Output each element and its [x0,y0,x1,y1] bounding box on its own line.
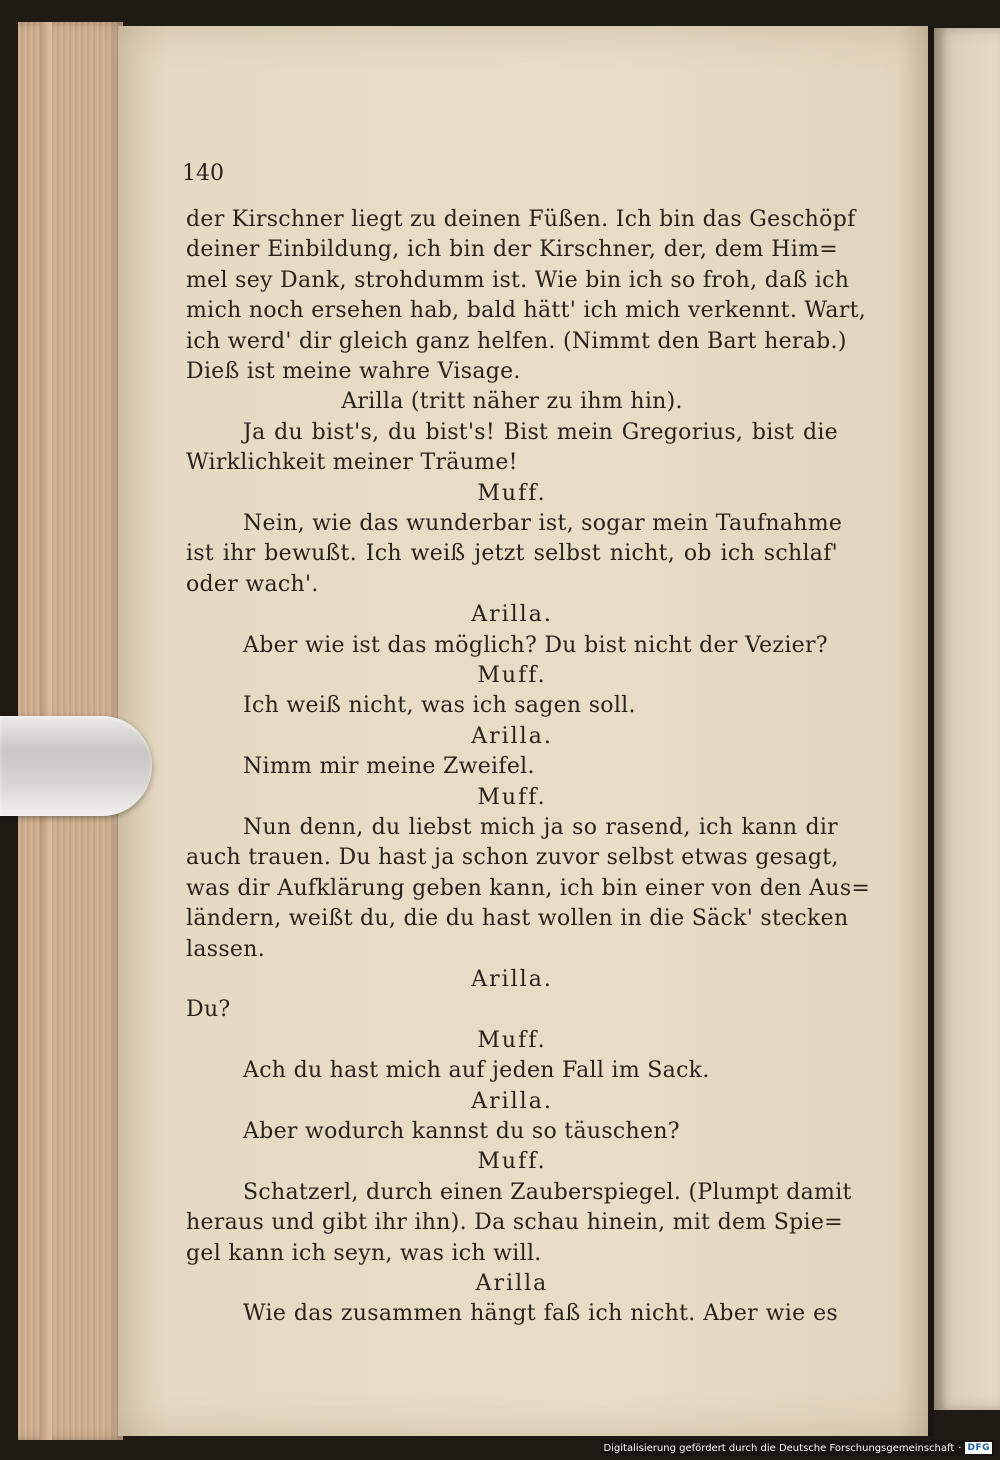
speaker-line: Arilla. [471,602,553,628]
text-line: der Kirschner liegt zu deinen Füßen. Ich bin das Geschöpf [186,207,856,232]
speaker-line: Arilla. [471,723,553,749]
text-line: lassen. [186,936,266,962]
funding-footer [601,1440,994,1456]
funding-text: Digitalisierung gefördert durch die Deutsche Forschungsgemeinschaft [603,1442,955,1454]
text-line: auch trauen. Du hast ja schon zuvor selbst etwas gesagt, [186,845,839,871]
speaker-line: Arilla [475,1271,549,1296]
text-line: Schatzerl, durch einen Zauberspiegel. (Plumpt damit [243,1179,852,1205]
text-line: mel sey Dank, strohdumm ist. Wie bin ich so froh, daß ich [186,267,850,293]
text-line: oder wach'. [186,571,319,597]
dfg-logo: DFG [967,1443,990,1453]
text-line: Aber wodurch kannst du so täuschen? [243,1119,680,1144]
text-line: Wirklichkeit meiner Träume! [186,450,518,476]
text-line: Du? [186,997,231,1023]
text-line: heraus und gibt ihr ihn). Da schau hinein, mit dem Spie= [186,1210,843,1236]
text-line: Ich weiß nicht, was ich sagen soll. [243,693,636,719]
speaker-line: Muff. [477,480,547,506]
text-line: Nein, wie das wunderbar ist, sogar mein Taufnahme [243,511,843,536]
text-line: Dieß ist meine wahre Visage. [186,359,521,384]
separator-dot: · [958,1442,962,1454]
text-line: Aber wie ist das möglich? Du bist nicht der Vezier? [243,632,828,658]
speaker-line: Arilla. [471,1088,553,1114]
speaker-line: Arilla. [471,967,553,992]
speaker-line: Muff. [477,784,547,810]
text-line: mich noch ersehen hab, bald hätt' ich mich verkennt. Wart, [186,298,867,324]
speaker-line: Muff. [477,663,547,688]
text-line: Ja du bist's, du bist's! Bist mein Gregorius, bist die [243,419,838,445]
text-line: was dir Aufklärung geben kann, ich bin einer von den Aus= [186,875,871,901]
text-line: Nimm mir meine Zweifel. [243,754,535,780]
text-line: ist ihr bewußt. Ich weiß jetzt selbst nicht, ob ich schlaf' [186,541,838,567]
text-line: deiner Einbildung, ich bin der Kirschner, der, dem Him= [186,237,838,263]
text-line: Wie das zusammen hängt faß ich nicht. Aber wie es [243,1301,838,1327]
text-line: ländern, weißt du, die du hast wollen in die Säck' stecken [186,906,849,932]
text-line: gel kann ich seyn, was ich will. [186,1240,542,1266]
speaker-line: Muff. [477,1027,547,1053]
speaker-line: Muff. [477,1149,547,1175]
page-number: 140 [182,161,224,186]
text-line: Nun denn, du liebst mich ja so rasend, ich kann dir [243,815,838,840]
speaker-line: Arilla (tritt näher zu ihm hin). [341,389,683,415]
text-line: Ach du hast mich auf jeden Fall im Sack. [243,1058,710,1084]
text-line: ich werd' dir gleich ganz helfen. (Nimmt den Bart herab.) [186,328,847,354]
